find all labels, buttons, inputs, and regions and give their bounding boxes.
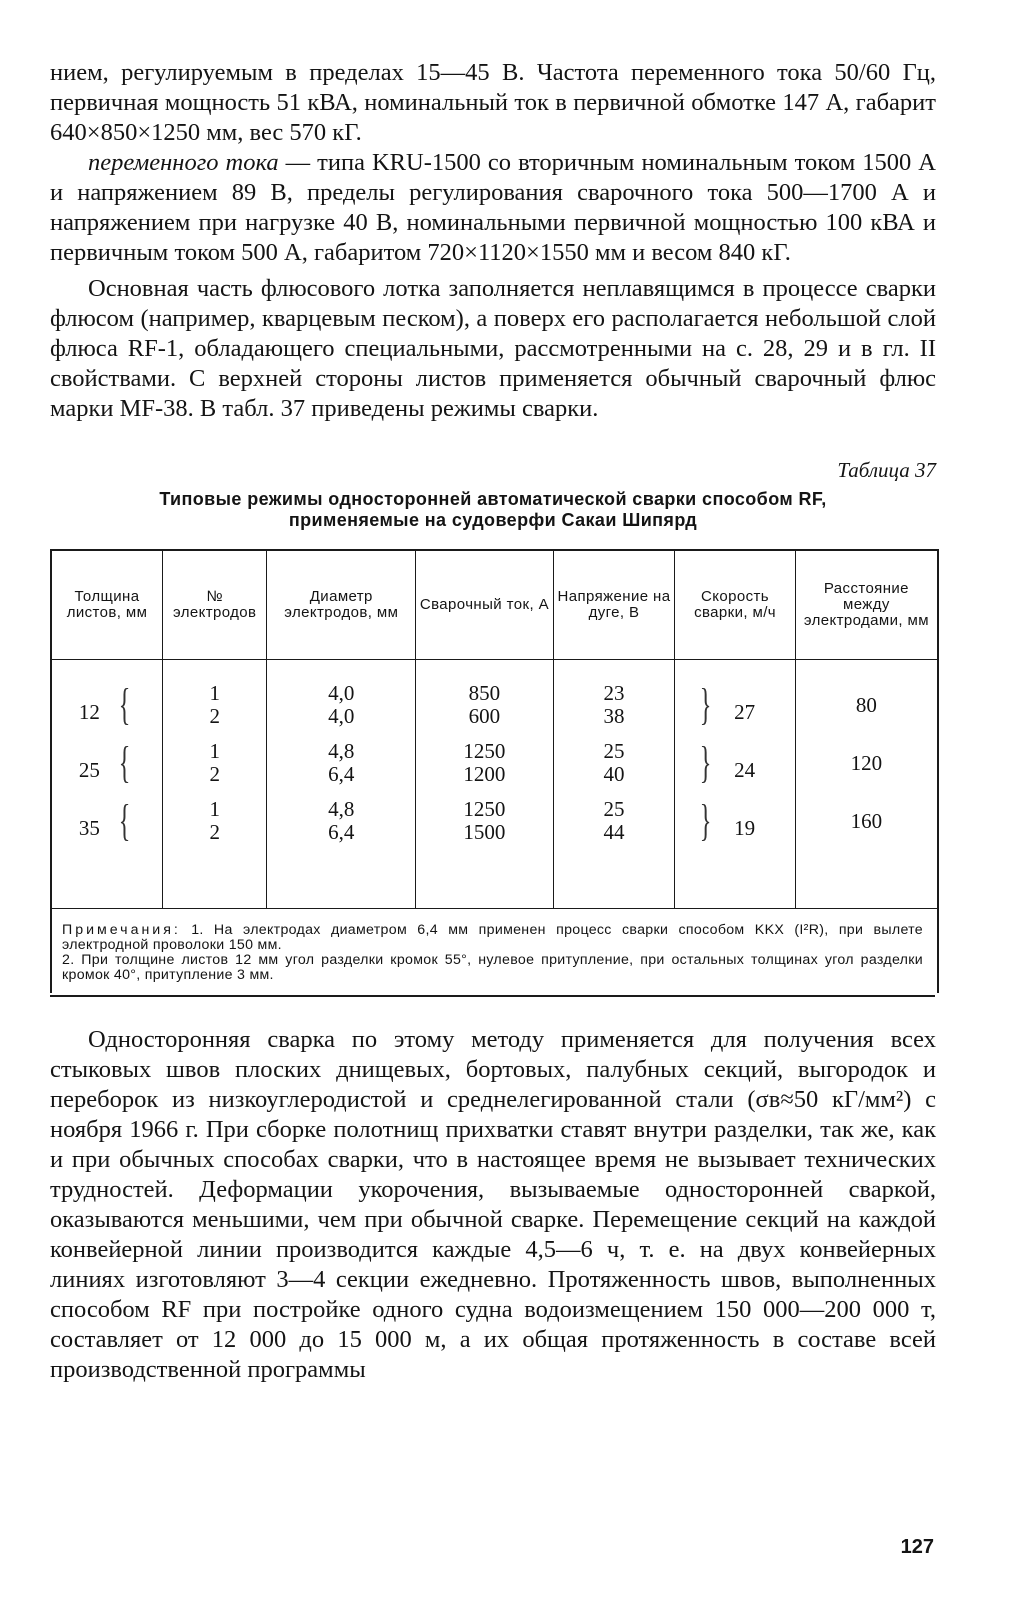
right-brace-icon: } (699, 738, 712, 787)
paragraph-2-italic: переменного тока (88, 149, 279, 176)
right-brace-icon: } (699, 796, 712, 845)
welding-modes-table (50, 549, 939, 993)
voltage-1: 25 (603, 739, 625, 763)
paragraph-3: Основная часть флюсового лотка заполняется неплавящимся в процессе сварки флюсом (например, кварцевым песком), а поверх его располагается небольшой слой флюса RF-1, обладающего специальными, рассмотренными на с. 28, 29 и в гл. II свойствами. С верхней стороны листов применяется обычный сварочный флюс марки MF-38. В табл. 37 приведены режимы сварки. (50, 275, 936, 422)
electrode-1: 1 (209, 797, 220, 821)
speed-value: 19 (734, 816, 756, 840)
table-spacer-row (52, 850, 937, 908)
electrode-1: 1 (209, 739, 220, 763)
current-1: 1250 (463, 797, 506, 821)
voltage-2: 40 (603, 762, 625, 786)
voltage-cell (553, 660, 675, 735)
table-title-line-1: Типовые режимы односторонней автоматической сварки способом RF, (159, 489, 827, 509)
thickness-value: 25 (78, 758, 100, 782)
thickness-cell (52, 792, 162, 850)
current-2: 1500 (463, 820, 506, 844)
electrode-cell (162, 660, 266, 735)
note-1-text: 1. На электродах диаметром 6,4 мм применен процесс сварки способом KKX (I²R), при вылете электродной проволоки 150 мм. (62, 922, 924, 953)
electrode-2: 2 (209, 820, 220, 844)
current-2: 600 (468, 704, 501, 728)
paragraph-4: Односторонняя сварка по этому методу применяется для получения всех стыковых швов плоских днищевых, бортовых, палубных секций, выгородок и переборок из низкоуглеродистой и среднелегированной стали (σв≈50 кГ/мм²) с ноября 1966 г. При сборке полотнищ прихватки ставят внутри разделки, так же, как и при обычных способах сварки, что в настоящее время не вызывает технических трудностей. Деформации укорочения, вызываемые односторонней сваркой, оказываются меньшими, чем при обычной сварке. Перемещение секций на каждой конвейерной линии производится каждые 4,5—6 ч, т. е. на двух конвейерных линиях изготовляют 3—4 секции ежедневно. Протяженность швов, выполненных способом RF при постройке одного судна водоизмещением 150 000—200 000 т, составляет от 12 000 до 15 000 м, а их общая протяженность в составе всей производственной программы (50, 1026, 936, 1383)
distance-cell: 120 (850, 750, 883, 775)
thickness-value: 12 (78, 700, 100, 724)
table-row (52, 792, 937, 850)
left-brace-icon: { (118, 738, 131, 787)
current-2: 1200 (463, 762, 506, 786)
diameter-cell (267, 660, 416, 735)
paragraph-2-text: — типа KRU-1500 со вторичным номинальным током 1500 А и напряжением 89 В, пределы регулирования сварочного тока 500—1700 А и напряжением при нагрузке 40 В, номинальными первичной мощностью 100 кВА и первичным током 500 А, габаритом 720×1120×1550 мм и весом 840 кГ. (50, 149, 936, 266)
paragraph-1: нием, регулируемым в пределах 15—45 В. Частота переменного тока 50/60 Гц, первичная мощность 51 кВА, номинальный ток в первичной обмотке 147 А, габарит 640×850×1250 мм, вес 570 кГ. (50, 59, 936, 146)
current-cell (416, 660, 554, 735)
speed-cell (675, 734, 796, 792)
table-row (52, 734, 937, 792)
current-1: 850 (468, 681, 501, 705)
voltage-cell (553, 734, 675, 792)
header-voltage: Напряжение на дуге, В (553, 551, 675, 660)
voltage-1: 25 (603, 797, 625, 821)
left-brace-icon: { (118, 680, 131, 729)
diameter-cell (267, 792, 416, 850)
electrode-2: 2 (209, 704, 220, 728)
thickness-value: 35 (78, 816, 100, 840)
voltage-2: 38 (603, 704, 625, 728)
diameter-2: 6,4 (328, 820, 355, 844)
voltage-cell (553, 792, 675, 850)
header-current: Сварочный ток, А (416, 551, 554, 660)
diameter-1: 4,0 (328, 681, 355, 705)
header-thickness: Толщина листов, мм (52, 551, 162, 660)
notes-label: Примечания: (62, 922, 181, 938)
speed-cell (675, 660, 796, 735)
note-1 (62, 923, 923, 953)
diameter-1: 4,8 (328, 739, 355, 763)
table-notes (52, 908, 937, 993)
header-speed: Скорость сварки, м/ч (675, 551, 796, 660)
page-number: 127 (900, 1536, 934, 1558)
diameter-cell (267, 734, 416, 792)
header-electrode-no: № электродов (162, 551, 266, 660)
header-distance: Расстояние между электродами, мм (795, 551, 937, 660)
table-bottom-rule (50, 995, 935, 997)
current-cell (416, 792, 554, 850)
thickness-cell (52, 660, 162, 735)
electrode-1: 1 (209, 681, 220, 705)
left-brace-icon: { (118, 796, 131, 845)
page-content (50, 58, 936, 1385)
electrode-cell (162, 734, 266, 792)
current-1: 1250 (463, 739, 506, 763)
electrode-cell (162, 792, 266, 850)
diameter-1: 4,8 (328, 797, 355, 821)
table-title-line-2: применяемые на судоверфи Сакаи Шипярд (288, 510, 698, 530)
header-diameter: Диаметр электродов, мм (267, 551, 416, 660)
distance-cell: 80 (855, 692, 877, 717)
diameter-2: 6,4 (328, 762, 355, 786)
table-title (50, 489, 936, 531)
distance-cell: 160 (850, 808, 883, 833)
diameter-2: 4,0 (328, 704, 355, 728)
voltage-2: 44 (603, 820, 625, 844)
speed-cell (675, 792, 796, 850)
note-2: 2. При толщине листов 12 мм угол разделки кромок 55°, нулевое притупление, при остальных толщинах угол разделки кромок 40°, притупление 3 мм. (62, 952, 923, 983)
voltage-1: 23 (603, 681, 625, 705)
speed-value: 24 (734, 758, 756, 782)
right-brace-icon: } (699, 680, 712, 729)
thickness-cell (52, 734, 162, 792)
table-row (52, 660, 937, 735)
electrode-2: 2 (209, 762, 220, 786)
current-cell (416, 734, 554, 792)
table-caption: Таблица 37 (837, 458, 936, 482)
speed-value: 27 (734, 700, 756, 724)
paragraph-2 (50, 148, 936, 268)
